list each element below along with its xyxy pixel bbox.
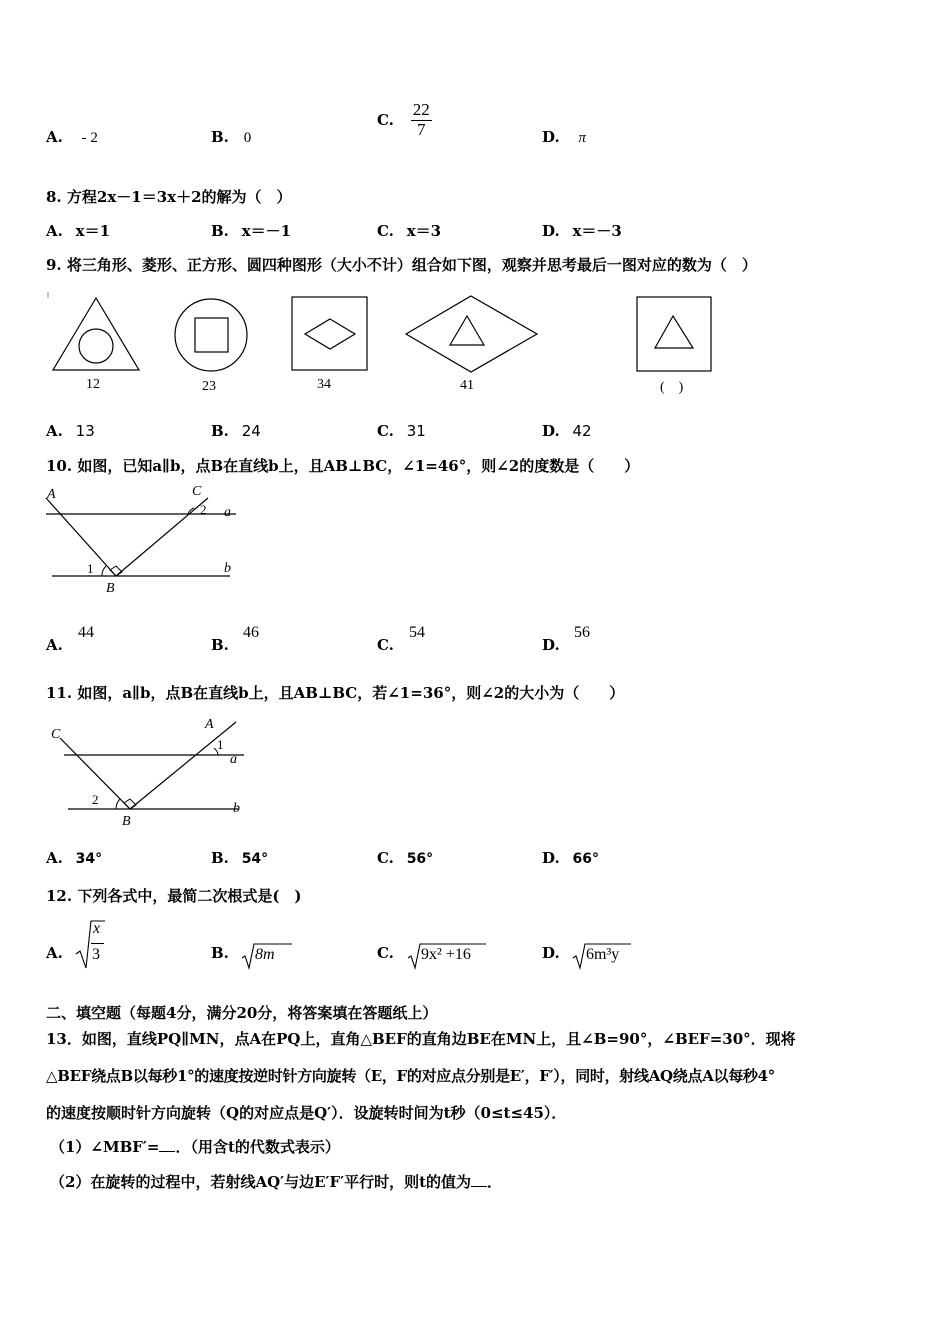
q10-segment-ab: [46, 498, 116, 576]
q8-option-a: [46, 220, 110, 241]
q12-option-a-numerator: x: [93, 920, 101, 937]
q8-option-d-letter: D.: [542, 222, 560, 240]
q7-option-d-value: π: [578, 130, 586, 146]
q9-triangle-1: [53, 298, 139, 370]
q10-figure: [40, 482, 250, 600]
q10-option-d-value: 56: [574, 624, 590, 641]
q7-option-c-fraction: [411, 101, 432, 139]
q9-triangle-5: [655, 316, 693, 348]
q8-option-a-value: x＝1: [75, 222, 111, 240]
q13-sub1-blank[interactable]: [159, 1137, 175, 1152]
q12-option-c: [377, 940, 497, 972]
q7-option-c-denominator: 7: [416, 119, 426, 139]
q11-option-d-letter: D.: [542, 849, 560, 867]
q12-option-d-radicand: 6m³y: [586, 946, 620, 963]
q10-label-A: A: [47, 487, 56, 502]
q11-option-a-value: 34°: [75, 851, 103, 867]
q7-option-c: [377, 101, 432, 139]
q9-figure: [40, 288, 730, 398]
q9-option-c-letter: C.: [377, 422, 394, 440]
q9-option-b: [211, 422, 261, 440]
q10-option-a-letter: A.: [46, 636, 63, 654]
q10-label-1: 1: [87, 561, 94, 576]
q11-option-a-letter: A.: [46, 849, 63, 867]
q8-option-c: [377, 220, 441, 241]
q12-option-b: [211, 940, 301, 972]
q9-label-4: 41: [460, 378, 474, 393]
q11-label-a: a: [230, 752, 237, 767]
q11-angle2-arc: [116, 799, 120, 809]
q11-segment-ba: [130, 722, 236, 809]
q8-option-c-value: x＝3: [406, 222, 442, 240]
q11-option-b-value: 54°: [241, 851, 269, 867]
q9-option-b-value: 24: [241, 422, 261, 440]
q10-option-b-value: 46: [243, 624, 259, 641]
q9-option-d: [542, 422, 592, 440]
q9-label-1: 12: [86, 377, 100, 392]
q12-option-c-letter: C.: [377, 944, 394, 962]
q12-option-a-letter: A.: [46, 944, 63, 962]
q8-option-d-value: x＝－3: [572, 222, 622, 240]
q9-triangle-4: [450, 316, 484, 345]
q7-option-b: [211, 128, 251, 147]
q9-option-c: [377, 422, 426, 440]
q8-option-d: [542, 220, 622, 241]
q10-option-a-value: 44: [78, 624, 94, 641]
q7-option-a-value: - 2: [81, 130, 98, 146]
q10-option-c-letter: C.: [377, 636, 394, 654]
q12-stem: 12. 下列各式中，最简二次根式是( ): [46, 887, 302, 905]
q11-label-B: B: [122, 814, 131, 829]
q10-label-B: B: [106, 581, 115, 596]
q7-option-a: [46, 128, 98, 147]
q13-sub2-prefix: （2）在旋转的过程中，若射线AQ′与边E′F′平行时，则t的值为: [50, 1173, 472, 1191]
q9-label-2: 23: [202, 379, 216, 394]
q11-option-b-letter: B.: [211, 849, 229, 867]
q10-segment-bc: [116, 498, 208, 576]
q13-sub2: [50, 1171, 502, 1192]
q11-option-c: [377, 849, 433, 867]
q12-option-a-radical: [74, 918, 106, 970]
q7-option-b-letter: B.: [211, 128, 229, 146]
q13-sub1-suffix: ．（用含t的代数式表示）: [175, 1138, 340, 1156]
q13-sub1-prefix: （1）∠MBF′=: [50, 1138, 160, 1156]
q13-line1: 13．如图，直线PQ∥MN，点A在PQ上，直角△BEF的直角边BE在MN上，且∠B=90°，∠BEF=30°．现将: [46, 1030, 796, 1048]
q11-option-a: [46, 849, 102, 867]
q7-option-d-letter: D.: [542, 128, 560, 146]
q9-option-b-letter: B.: [211, 422, 229, 440]
q8-option-b-letter: B.: [211, 222, 229, 240]
q9-option-d-value: 42: [572, 422, 592, 440]
q10-option-c-value: 54: [409, 624, 425, 641]
q8-option-b: [211, 220, 291, 241]
q13-line3: 的速度按顺时针方向旋转（Q的对应点是Q′）．设旋转时间为t秒（0≤t≤45）．: [46, 1104, 567, 1122]
q7-option-c-letter: C.: [377, 111, 394, 130]
q9-square-5: [637, 297, 711, 371]
q9-rhombus-4: [406, 296, 537, 372]
q10-option-d-letter: D.: [542, 636, 560, 654]
q9-rhombus-3: [305, 319, 355, 349]
q11-option-d-value: 66°: [572, 851, 599, 867]
q12-option-a-denominator: 3: [92, 946, 100, 963]
q13-line2: △BEF绕点B以每秒1°的速度按逆时针方向旋转（E，F的对应点分别是E′，F′），同时，射线AQ绕点A以每秒4°: [46, 1067, 775, 1085]
q10-label-C: C: [192, 484, 202, 499]
q9-square-3: [292, 297, 367, 370]
q10-option-b-letter: B.: [211, 636, 229, 654]
q9-square-2: [195, 318, 228, 352]
q11-label-1: 1: [217, 737, 224, 752]
q11-label-A: A: [205, 717, 214, 732]
q13-sub1: [50, 1136, 340, 1157]
q8-option-c-letter: C.: [377, 222, 394, 240]
q12-option-b-radicand: 8m: [255, 946, 275, 963]
q12-option-a-fraction-bar: [91, 943, 104, 944]
q10-label-b: b: [224, 561, 231, 576]
q11-stem: 11. 如图，a∥b，点B在直线b上，且AB⊥BC，若∠1=36°，则∠2的大小为（ ）: [46, 684, 625, 702]
q9-circle-1: [79, 329, 113, 363]
q11-label-C: C: [51, 727, 61, 742]
q8-option-b-value: x＝－1: [241, 222, 292, 240]
q9-option-a: [46, 422, 95, 440]
q7-option-a-letter: A.: [46, 128, 63, 146]
q10-angle1-arc: [102, 566, 106, 576]
q11-label-b: b: [233, 801, 240, 816]
q12-option-b-letter: B.: [211, 944, 229, 962]
q11-option-c-value: 56°: [406, 851, 434, 867]
q12-option-d-letter: D.: [542, 944, 560, 962]
q8-option-a-letter: A.: [46, 222, 63, 240]
q13-sub2-blank[interactable]: [471, 1172, 487, 1187]
q9-option-a-value: 13: [75, 422, 95, 440]
q13-sub2-suffix: ．: [487, 1173, 503, 1191]
q9-label-3: 34: [317, 377, 331, 392]
q9-label-5: ( ): [660, 380, 684, 395]
q11-label-2: 2: [92, 792, 99, 807]
q10-stem: 10. 如图，已知a∥b，点B在直线b上，且AB⊥BC，∠1=46°，则∠2的度数是（ ）: [46, 457, 640, 475]
q10-label-2: 2: [200, 502, 207, 517]
q10-label-a: a: [224, 505, 231, 520]
q11-figure: [40, 708, 250, 830]
q8-stem: 8. 方程2x－1＝3x＋2的解为（ ）: [46, 188, 292, 206]
section2-heading: 二、填空题（每题4分，满分20分，将答案填在答题纸上）: [46, 1004, 438, 1022]
q7-option-b-value: 0: [243, 130, 252, 146]
q12-option-d: [542, 940, 642, 972]
q9-stem: 9. 将三角形、菱形、正方形、圆四种图形（大小不计）组合如下图，观察并思考最后一图对应的数为（ ）: [46, 256, 757, 274]
q9-circle-2: [175, 299, 247, 371]
q7-option-c-numerator: 22: [412, 100, 430, 119]
q7-option-d: [542, 128, 586, 147]
q12-option-a: [46, 916, 126, 972]
q11-option-d: [542, 849, 599, 867]
q11-option-b: [211, 849, 268, 867]
q9-option-c-value: 31: [406, 422, 426, 440]
q9-option-a-letter: A.: [46, 422, 63, 440]
q9-option-d-letter: D.: [542, 422, 560, 440]
q12-option-c-radicand: 9x² +16: [421, 946, 471, 963]
q11-option-c-letter: C.: [377, 849, 394, 867]
